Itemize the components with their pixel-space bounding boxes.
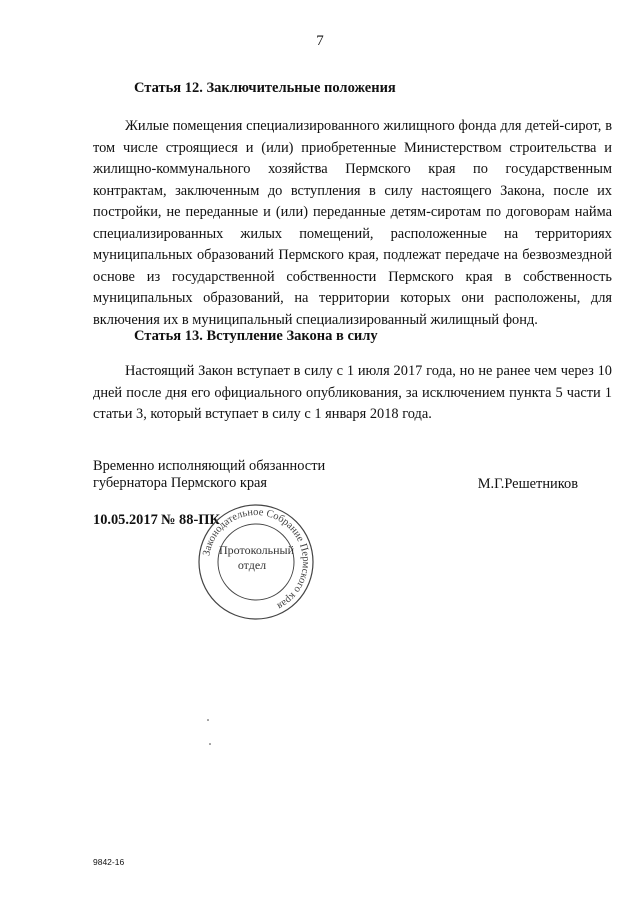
signatory-position [93, 458, 325, 492]
article-13-text: Настоящий Закон вступает в силу с 1 июля 2017 года, но не ранее чем через 10 дней после дня его официального опубликования, за исключением пункта 5 части 1 статьи 3, который вступает в силу с 1 января 2018 года. [93, 363, 612, 422]
scan-speck [209, 743, 211, 745]
scan-speck [207, 719, 209, 721]
stamp-center-line2: отдел [237, 558, 267, 572]
article-13-heading: Статья 13. Вступление Закона в силу [134, 328, 378, 344]
article-12-paragraph [93, 116, 612, 331]
article-13-paragraph [93, 361, 612, 426]
stamp-center [219, 543, 295, 577]
document-code: 9842-16 [93, 857, 125, 867]
article-12-heading: Статья 12. Заключительные положения [134, 80, 396, 96]
signatory-position-line1: Временно исполняющий обязанности [93, 458, 326, 474]
stamp-ring-text: Законодательное Собрание Пермского края [201, 506, 312, 612]
stamp-center-line1: Протокольный [219, 543, 295, 557]
signatory-name: М.Г.Решетников [477, 476, 578, 492]
law-date: 10.05.2017 [93, 512, 158, 528]
law-number: № 88-ПК [161, 512, 220, 528]
page-number: 7 [316, 33, 324, 49]
signatory-position-line2: губернатора Пермского края [93, 475, 268, 491]
article-12-text: Жилые помещения специализированного жилищного фонда для детей-сирот, в том числе строящиеся и (или) приобретенные Министерством строительства и жилищно-коммунального хозяйства Пермского края по государственным контрактам, заключенным до вступления в силу настоящего Закона, после их постройки, не переданные и (или) переданные детям-сиротам по договорам найма специализированных жилых помещений, расположенные на территориях муниципальных образований Пермского края, подлежат передаче на безвозмездной основе из государственной собственности Пермского края в собственность муниципальных образований, на территории которых они расположены, для включения их в муниципальный специализированный жилищный фонд. [93, 118, 612, 328]
